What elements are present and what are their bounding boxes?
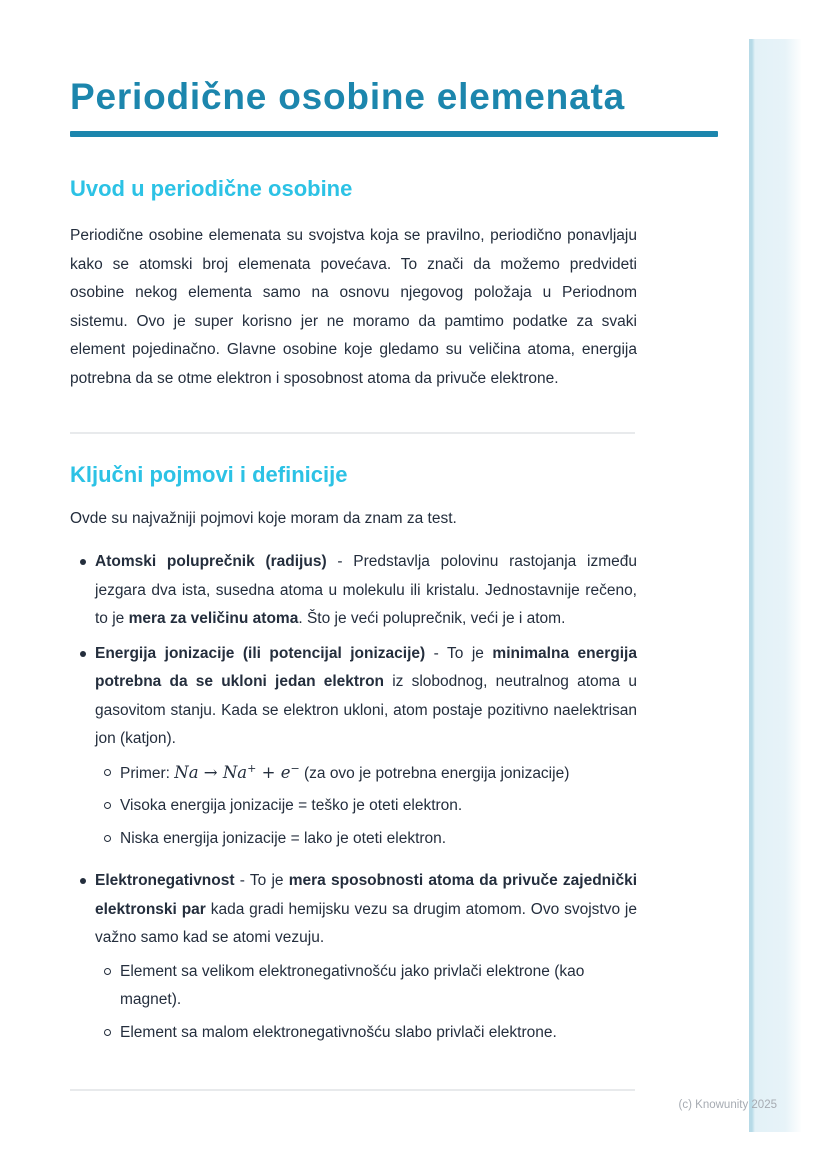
subpoints-list — [95, 759, 637, 854]
section-divider — [70, 432, 635, 434]
section-heading-uvod: Uvod u periodične osobine — [70, 176, 353, 201]
term-definition: Atomski poluprečnik (radijus) - Predstavlja polovinu rastojanja između jezgara dva ista, susedna atoma u molekulu ili kristalu. Jednostavnije rečeno, to je mera za veličinu atoma. Što je veći poluprečnik, veći je i atom. — [95, 553, 637, 627]
subpoint-visoka-energija: Visoka energija jonizacije = teško je oteti elektron. — [95, 792, 637, 821]
subpoint-mala-elektronegativnost: Element sa malom elektronegativnošću slabo privlači elektrone. — [95, 1019, 637, 1048]
subpoint-velika-elektronegativnost: Element sa velikom elektronegativnošću jako privlači elektrone (kao magnet). — [95, 958, 637, 1015]
subpoints-list — [95, 958, 637, 1048]
term-definition: Elektronegativnost - To je mera sposobnosti atoma da privuče zajednički elektronski par kada gradi hemijsku vezu sa drugim atomom. Ovo svojstvo je važno samo kad se atomi vezuju. — [95, 872, 637, 946]
list-item-atomski-poluprecnik — [70, 548, 637, 634]
footer-credit: (c) Knowunity 2025 — [678, 1099, 777, 1111]
term-definition: Energija jonizacije (ili potencijal jonizacije) - To je minimalna energija potrebna da se ukloni jedan elektron iz slobodnog, neutralnog atoma u gasovitom stanju. Kada se elektron ukloni, atom postaje pozitivno naelektrisan jon (katjon). — [95, 644, 637, 747]
uvod-paragraph: Periodične osobine elemenata su svojstva koja se pravilno, periodično ponavljaju kako se atomski broj elemenata povećava. To znači da možemo predvideti osobine nekog elementa samo na osnovu njegovog položaja u Periodnom sistemu. Ovo je super korisno jer ne moramo da pamtimo podatke za svaki element pojedinačno. Glavne osobine koje gledamo su veličina atoma, energija potrebna da se otme elektron i sposobnost atoma da privuče elektrone. — [70, 227, 637, 387]
terms-list — [70, 548, 637, 1061]
section-heading-kljucni-pojmovi: Ključni pojmovi i definicije — [70, 462, 348, 487]
footer-divider — [70, 1089, 635, 1091]
page-title: Periodične osobine elemenata — [70, 76, 625, 117]
subpoint-niska-energija: Niska energija jonizacije = lako je oteti elektron. — [95, 825, 637, 854]
list-item-elektronegativnost — [70, 867, 637, 1047]
section-intro-text: Ovde su najvažniji pojmovi koje moram da znam za test. — [70, 510, 457, 527]
list-item-energija-jonizacije — [70, 640, 637, 854]
title-underline — [70, 131, 718, 137]
decorative-side-stripe — [749, 39, 801, 1132]
subpoint-primer-formula: Primer: Na → Na+ + e− (za ovo je potrebna energija jonizacije) — [95, 759, 637, 789]
